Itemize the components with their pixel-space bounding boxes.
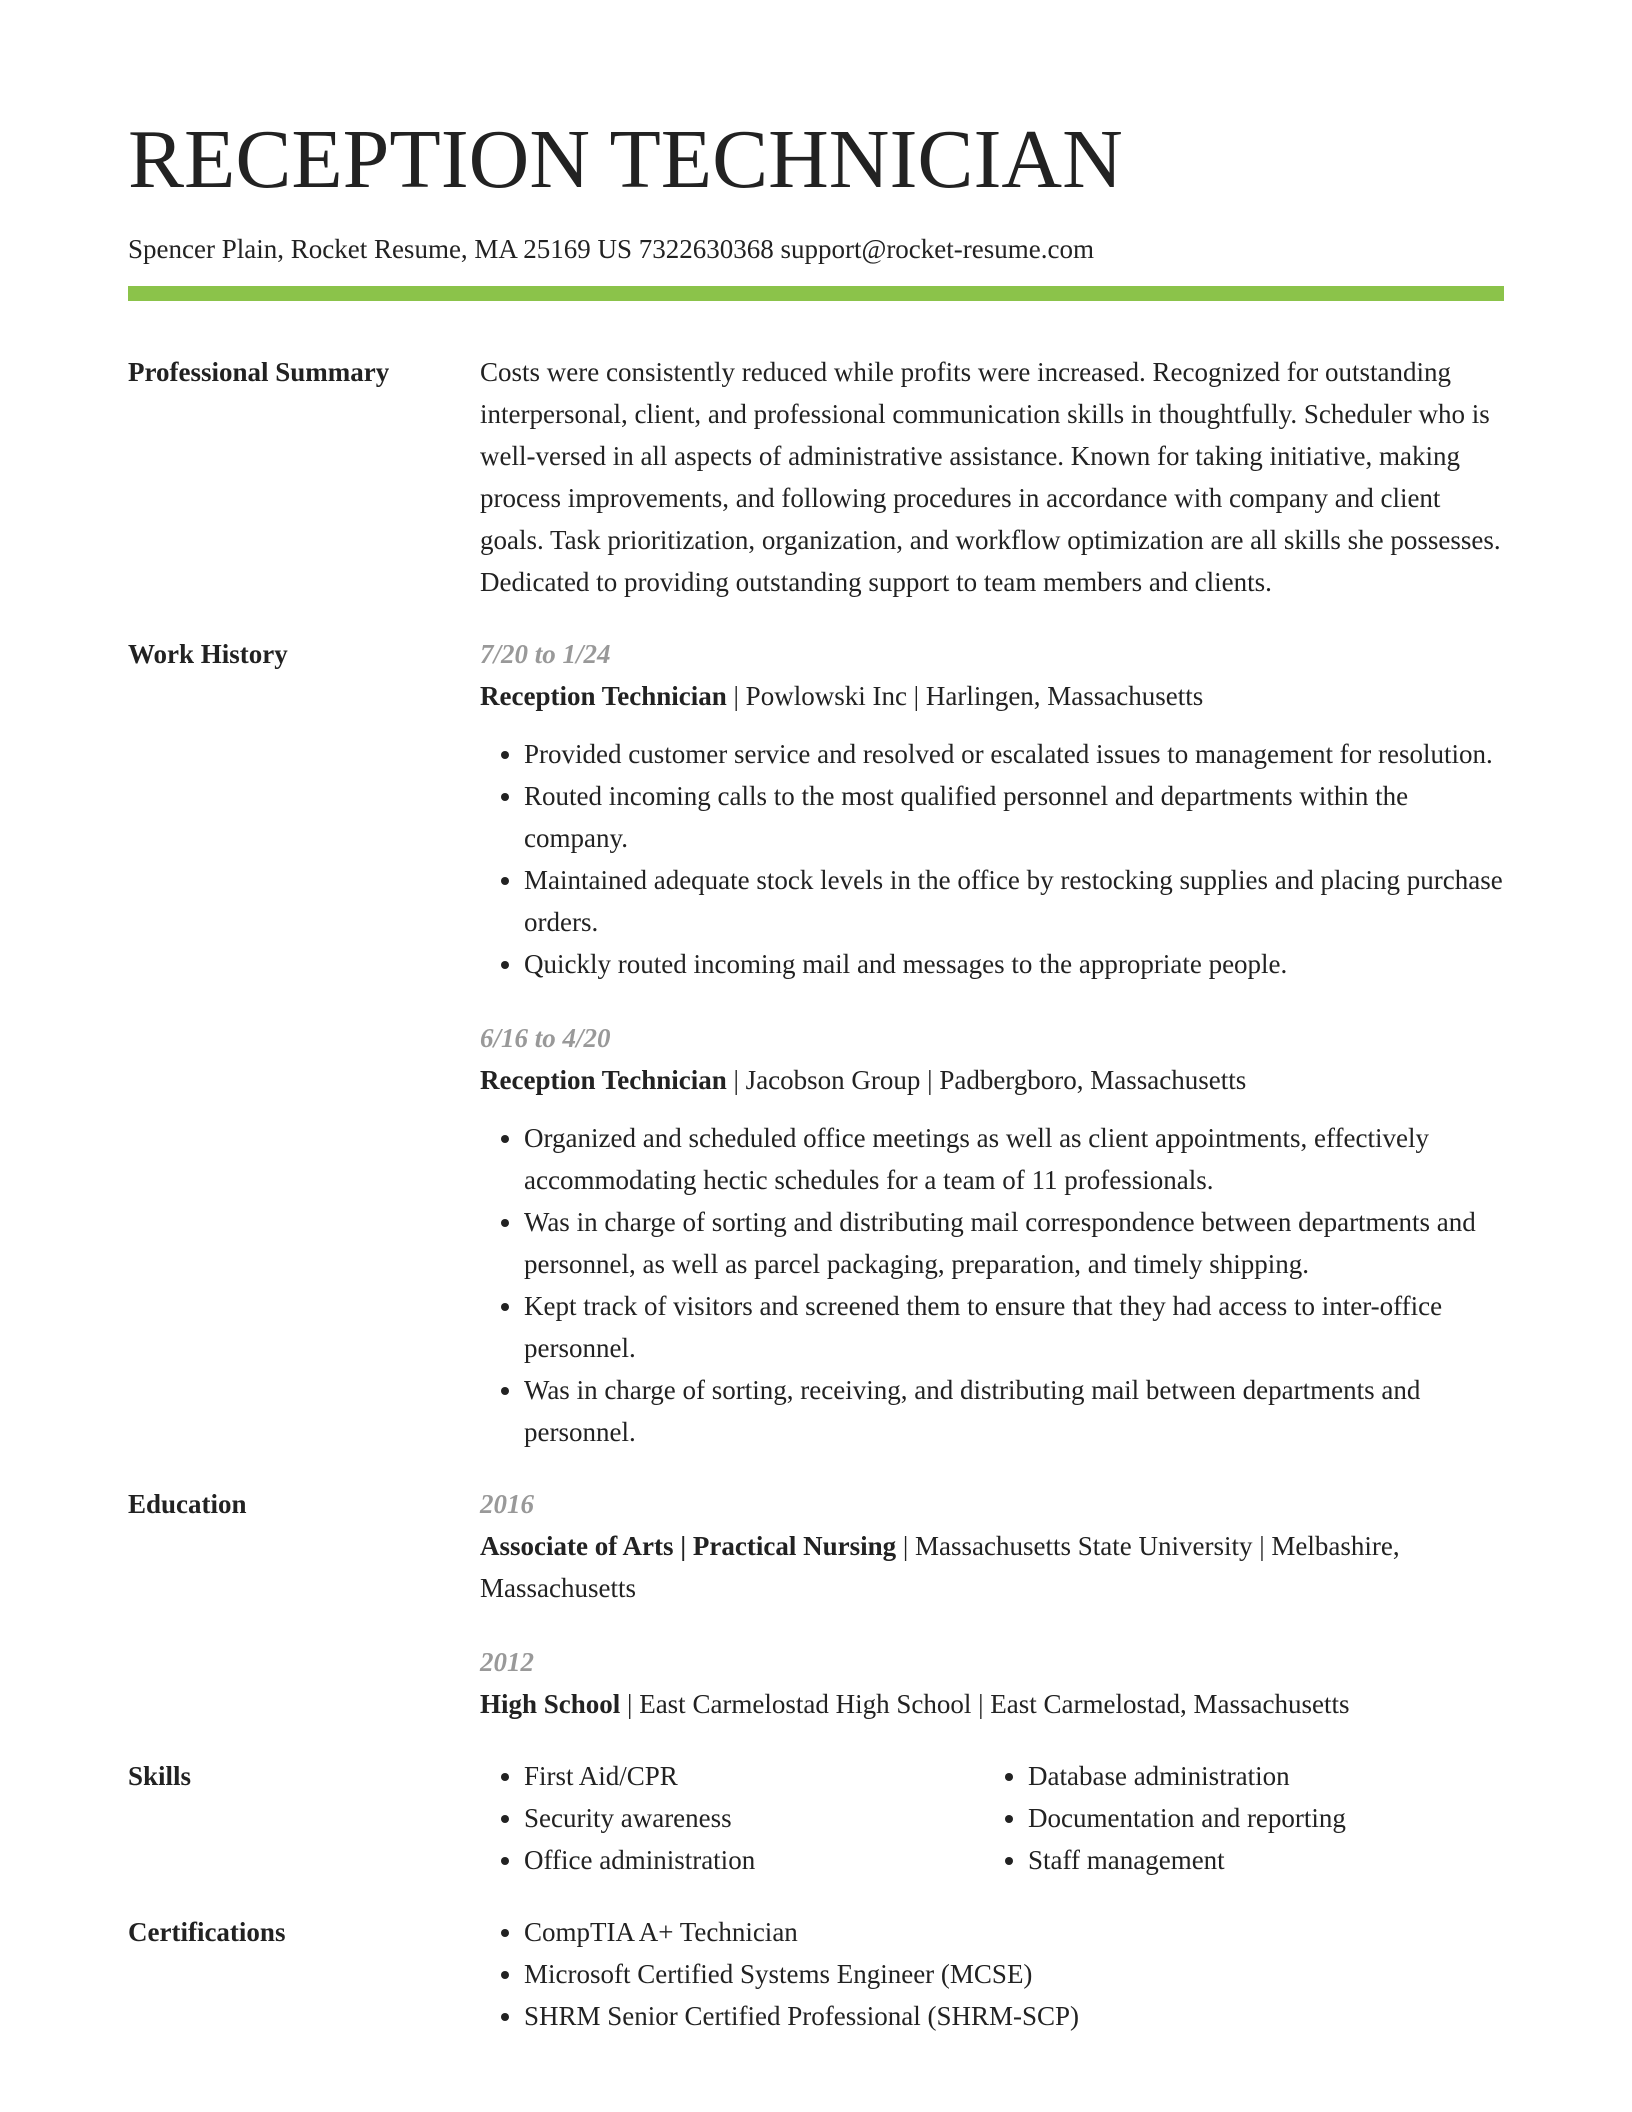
certifications-section bbox=[128, 1911, 1504, 2037]
skills-grid bbox=[480, 1755, 1504, 1881]
list-item: • Database administration bbox=[1028, 1755, 1488, 1797]
list-item: • Routed incoming calls to the most qualified personnel and departments within the company. bbox=[524, 775, 1504, 859]
education-degree: High School bbox=[480, 1689, 621, 1719]
education-label: Education bbox=[128, 1489, 247, 1519]
skills-column-left bbox=[480, 1755, 984, 1881]
job-details: | Powlowski Inc | Harlingen, Massachusetts bbox=[726, 681, 1204, 711]
education-year: 2012 bbox=[480, 1647, 534, 1677]
list-item: • Office administration bbox=[524, 1839, 984, 1881]
work-history-section bbox=[128, 633, 1504, 1453]
list-item: • Kept track of visitors and screened them to ensure that they had access to inter-office personnel. bbox=[524, 1285, 1504, 1369]
summary-section bbox=[128, 351, 1504, 603]
resume-title: RECEPTION TECHNICIAN bbox=[128, 113, 1123, 206]
skills-section bbox=[128, 1755, 1504, 1881]
list-item: • Staff management bbox=[1028, 1839, 1488, 1881]
certifications-list bbox=[480, 1911, 1504, 2037]
summary-label: Professional Summary bbox=[128, 357, 390, 387]
job-role-line bbox=[480, 1059, 1504, 1101]
education-entry bbox=[480, 1483, 1504, 1609]
education-details: | East Carmelostad High School | East Carmelostad, Massachusetts bbox=[620, 1689, 1350, 1719]
list-item: • First Aid/CPR bbox=[524, 1755, 984, 1797]
job-entry bbox=[480, 633, 1504, 985]
resume-sections bbox=[128, 351, 1504, 2037]
list-item: • Documentation and reporting bbox=[1028, 1797, 1488, 1839]
skills-column-right bbox=[984, 1755, 1488, 1881]
job-title: Reception Technician bbox=[480, 1065, 727, 1095]
list-item: • Was in charge of sorting, receiving, and distributing mail between departments and personnel. bbox=[524, 1369, 1504, 1453]
list-item: • Maintained adequate stock levels in the office by restocking supplies and placing purchase orders. bbox=[524, 859, 1504, 943]
education-year: 2016 bbox=[480, 1489, 534, 1519]
summary-text: Costs were consistently reduced while profits were increased. Recognized for outstanding interpersonal, client, and professional communication skills in thoughtfully. Scheduler who is well-versed in all aspects of administrative assistance. Known for taking initiative, making process improvements, and following procedures in accordance with company and client goals. Task prioritization, organization, and workflow optimization are all skills she possesses. Dedicated to providing outstanding support to team members and clients. bbox=[480, 357, 1501, 597]
job-details: | Jacobson Group | Padbergboro, Massachusetts bbox=[726, 1065, 1247, 1095]
contact-line: Spencer Plain, Rocket Resume, MA 25169 US 7322630368 support@rocket-resume.com bbox=[128, 234, 1094, 264]
header-divider bbox=[128, 286, 1504, 301]
education-section bbox=[128, 1483, 1504, 1725]
list-item: • Was in charge of sorting and distributing mail correspondence between departments and personnel, as well as parcel packaging, preparation, and timely shipping. bbox=[524, 1201, 1504, 1285]
list-item: • CompTIA A+ Technician bbox=[524, 1911, 1504, 1953]
list-item: • Provided customer service and resolved or escalated issues to management for resolution. bbox=[524, 733, 1504, 775]
certifications-label: Certifications bbox=[128, 1917, 286, 1947]
list-item: • Security awareness bbox=[524, 1797, 984, 1839]
job-bullets bbox=[480, 1117, 1504, 1453]
list-item: • Quickly routed incoming mail and messages to the appropriate people. bbox=[524, 943, 1504, 985]
work-history-label: Work History bbox=[128, 639, 288, 669]
list-item: • SHRM Senior Certified Professional (SHRM-SCP) bbox=[524, 1995, 1504, 2037]
job-role-line bbox=[480, 675, 1504, 717]
education-entry bbox=[480, 1641, 1504, 1725]
education-line bbox=[480, 1683, 1504, 1725]
job-dates: 6/16 to 4/20 bbox=[480, 1023, 611, 1053]
job-title: Reception Technician bbox=[480, 681, 727, 711]
education-line bbox=[480, 1525, 1504, 1609]
job-bullets bbox=[480, 733, 1504, 985]
list-item: • Organized and scheduled office meetings as well as client appointments, effectively accommodating hectic schedules for a team of 11 professionals. bbox=[524, 1117, 1504, 1201]
education-degree: Associate of Arts | Practical Nursing bbox=[480, 1531, 897, 1561]
skills-label: Skills bbox=[128, 1761, 192, 1791]
job-entry bbox=[480, 1017, 1504, 1453]
list-item: • Microsoft Certified Systems Engineer (MCSE) bbox=[524, 1953, 1504, 1995]
education-details: | Massachusetts State University | Melbashire, Massachusetts bbox=[480, 1531, 1400, 1603]
job-dates: 7/20 to 1/24 bbox=[480, 639, 611, 669]
